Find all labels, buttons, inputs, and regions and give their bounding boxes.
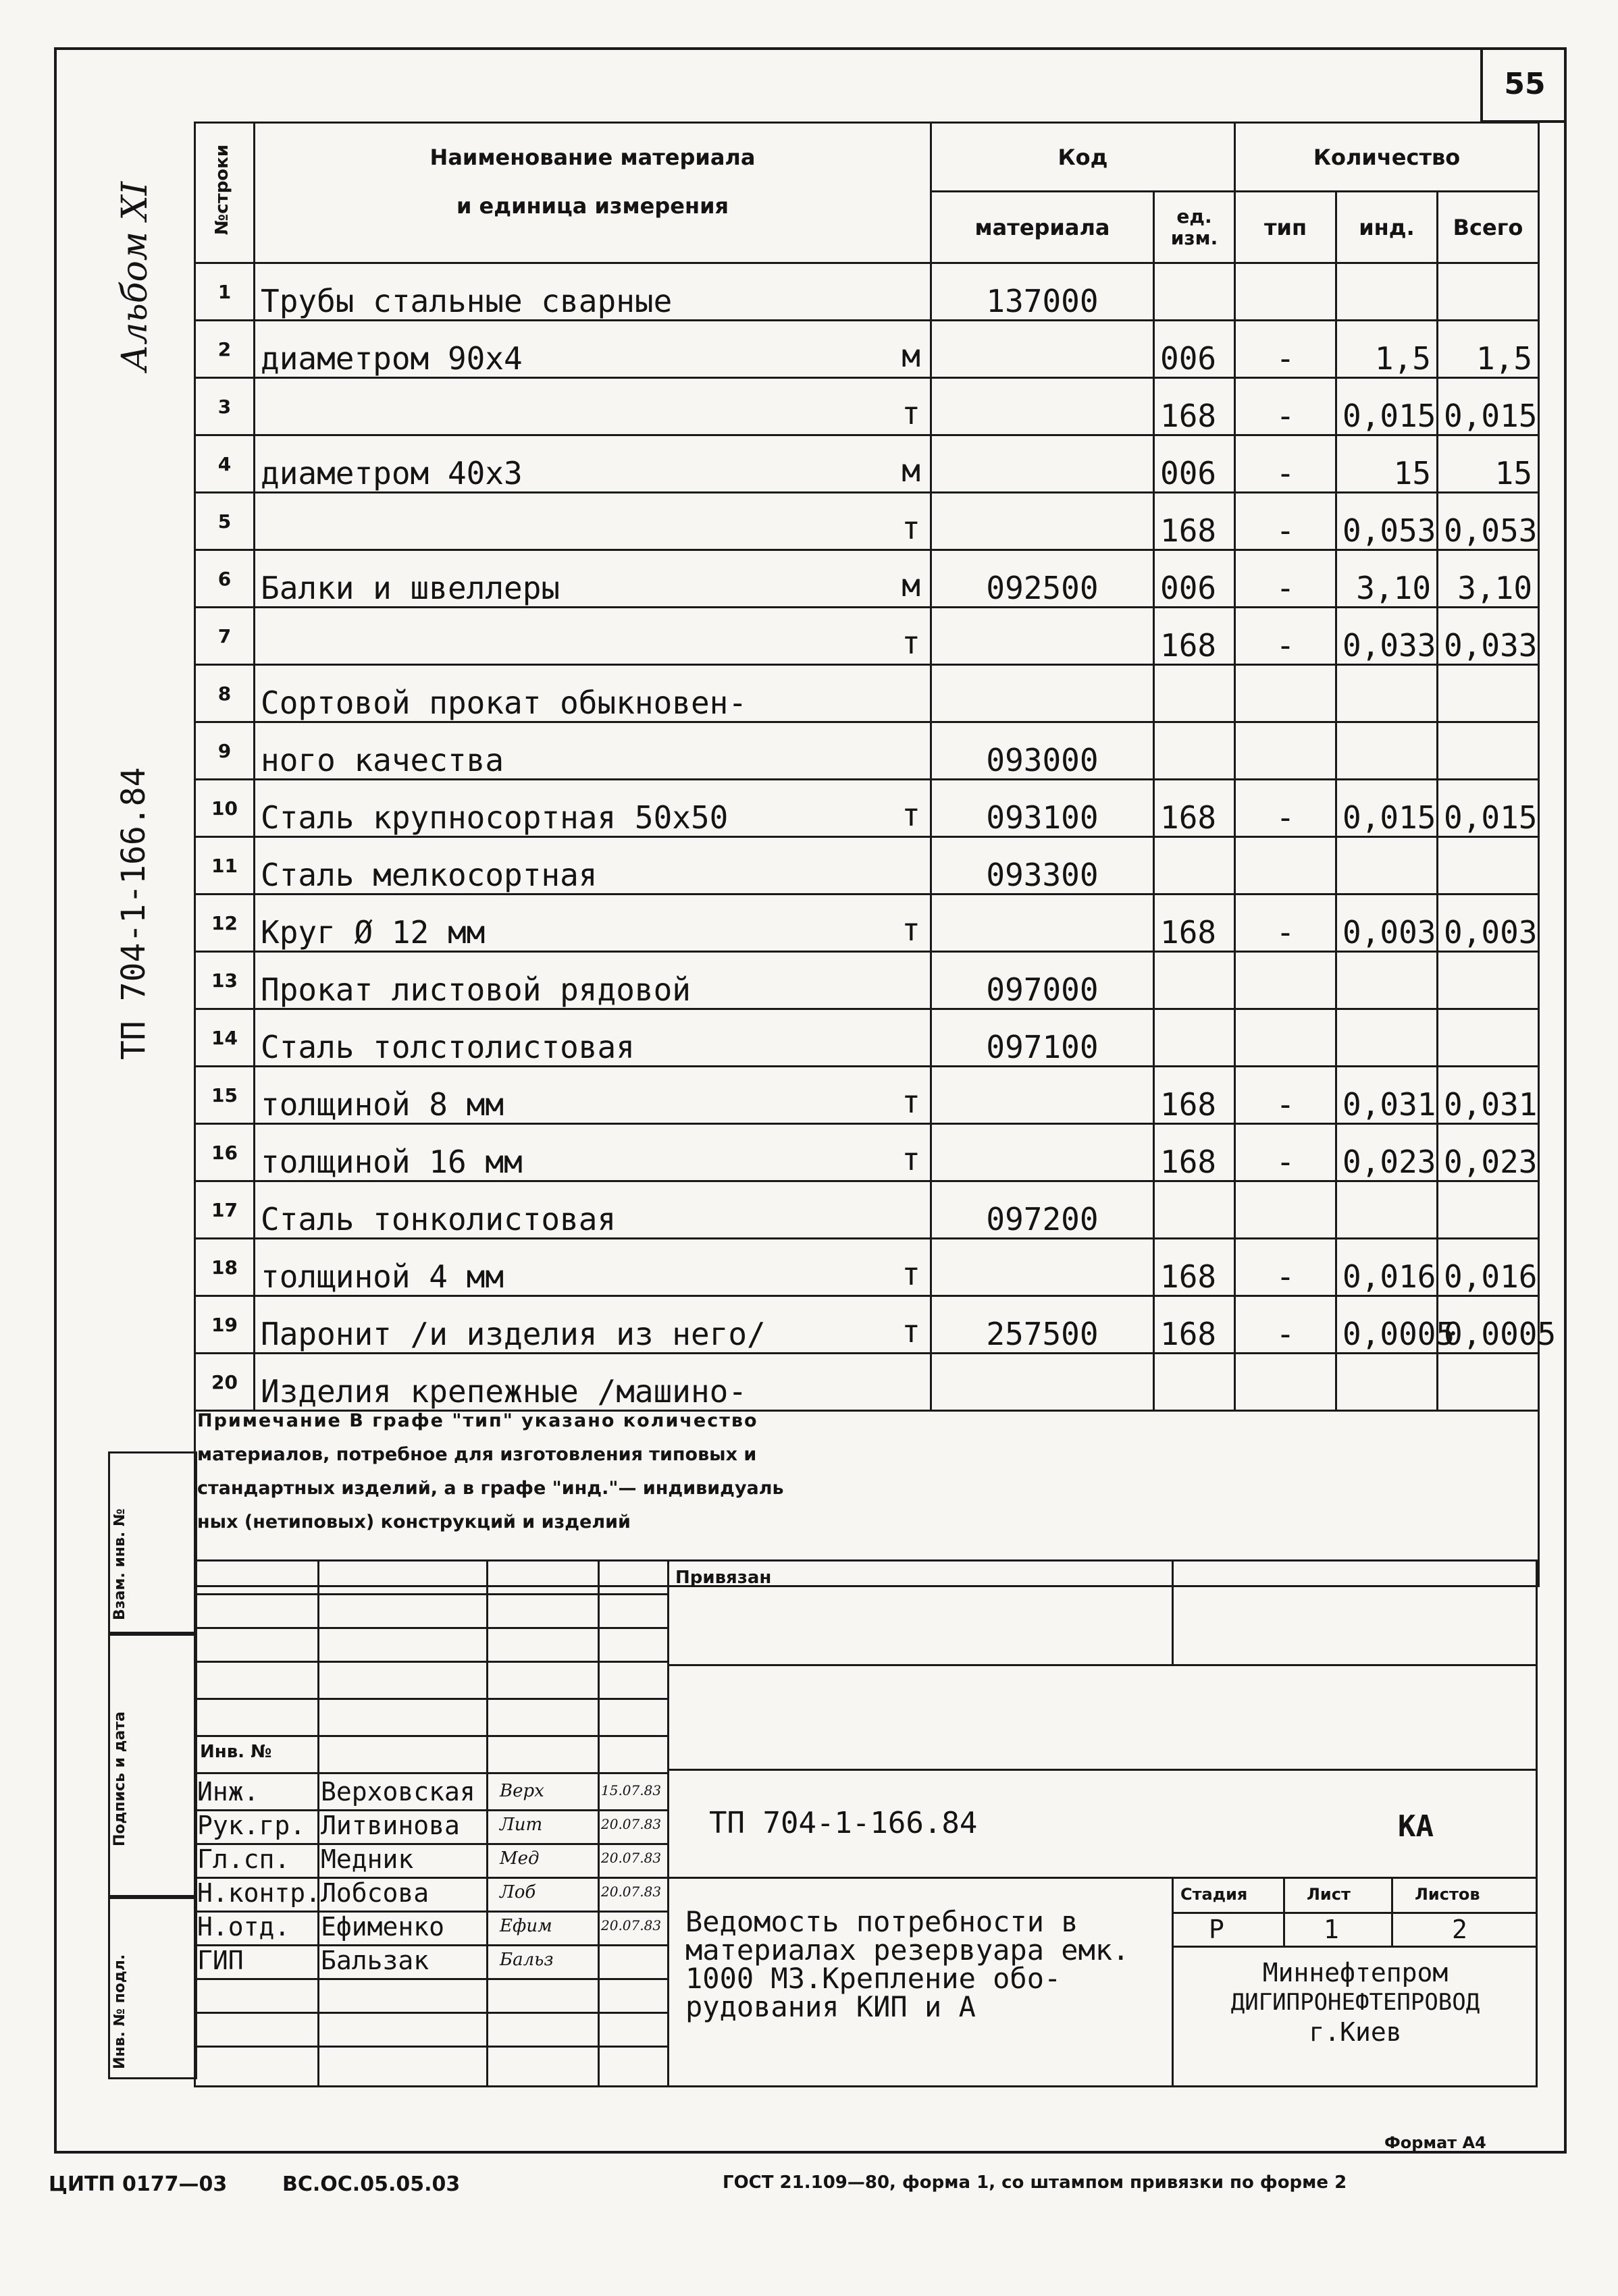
qty-type bbox=[1235, 1354, 1336, 1411]
row-number: 15 bbox=[195, 1067, 255, 1124]
footer-right: ГОСТ 21.109—80, форма 1, со штампом привязки по форме 2 bbox=[723, 2172, 1347, 2193]
unit-code: 168 bbox=[1154, 895, 1235, 952]
qty-ind bbox=[1336, 1354, 1438, 1411]
row-number: 10 bbox=[195, 780, 255, 837]
table-row bbox=[195, 493, 1539, 550]
row-number: 17 bbox=[195, 1181, 255, 1239]
unit: т bbox=[902, 1256, 920, 1292]
qty-type: - bbox=[1235, 608, 1336, 665]
signature: Верх bbox=[500, 1781, 544, 1801]
material-code bbox=[931, 493, 1154, 550]
qty-ind bbox=[1336, 722, 1438, 780]
qty-type: - bbox=[1235, 780, 1336, 837]
side-label-orig: Инв. № подл. bbox=[111, 1954, 128, 2069]
row-number: 12 bbox=[195, 895, 255, 952]
note-line: стандартных изделий, а в графе "инд."— индивидуаль bbox=[197, 1478, 784, 1499]
qty-total: 0,023 bbox=[1438, 1124, 1539, 1181]
qty-ind: 1,5 bbox=[1336, 321, 1438, 378]
table-row bbox=[195, 321, 1539, 378]
qty-ind bbox=[1336, 1009, 1438, 1067]
mark: КА bbox=[1398, 1809, 1434, 1844]
qty-ind: 0,0005 bbox=[1336, 1296, 1438, 1354]
material-name: диаметром 90х4 м bbox=[255, 321, 931, 378]
signer-name: Литвинова bbox=[321, 1811, 460, 1840]
materials-table bbox=[194, 122, 1557, 1587]
name-header: Наименование материала и единица измерения bbox=[255, 123, 931, 263]
unit: т bbox=[902, 510, 920, 546]
qty-type bbox=[1235, 1009, 1336, 1067]
sheet-label: Лист bbox=[1307, 1885, 1351, 1904]
qty-total bbox=[1438, 722, 1539, 780]
signer-name: Ефименко bbox=[321, 1912, 445, 1942]
qty-ind: 0,053 bbox=[1336, 493, 1438, 550]
organization bbox=[1175, 1958, 1536, 2047]
album-label: Альбом XI bbox=[115, 181, 155, 371]
table-row bbox=[195, 1354, 1539, 1411]
material-name: толщиной 8 мм т bbox=[255, 1067, 931, 1124]
signer-role: Инж. bbox=[197, 1777, 259, 1807]
material-name: Сталь крупносортная 50х50 т bbox=[255, 780, 931, 837]
qty-ind bbox=[1336, 665, 1438, 722]
unit-code bbox=[1154, 722, 1235, 780]
material-name: толщиной 16 мм т bbox=[255, 1124, 931, 1181]
signer-name: Верховская bbox=[321, 1777, 475, 1807]
code-material-header: материала bbox=[931, 192, 1154, 263]
qty-total bbox=[1438, 952, 1539, 1009]
table-row bbox=[195, 780, 1539, 837]
signer-date: 20.07.83 bbox=[601, 1884, 662, 1900]
row-number: 4 bbox=[195, 435, 255, 493]
unit-code: 168 bbox=[1154, 1296, 1235, 1354]
row-number: 9 bbox=[195, 722, 255, 780]
unit-code bbox=[1154, 1354, 1235, 1411]
stage-label: Стадия bbox=[1180, 1885, 1248, 1904]
material-name: Изделия крепежные /машино- bbox=[255, 1354, 931, 1411]
table-row bbox=[195, 895, 1539, 952]
unit-code: 168 bbox=[1154, 1124, 1235, 1181]
signer-role: Гл.сп. bbox=[197, 1844, 290, 1874]
code-unit-header: ед. изм. bbox=[1154, 192, 1235, 263]
footer-mid: ВС.ОС.05.05.03 bbox=[282, 2172, 461, 2196]
signer-date: 20.07.83 bbox=[601, 1816, 662, 1832]
signer-date: 15.07.83 bbox=[601, 1782, 662, 1798]
signer-date: 20.07.83 bbox=[601, 1850, 662, 1866]
qty-ind: 0,015 bbox=[1336, 780, 1438, 837]
qty-ind: 0,015 bbox=[1336, 378, 1438, 435]
side-label-sign: Подпись и дата bbox=[111, 1711, 128, 1846]
unit-code: 006 bbox=[1154, 435, 1235, 493]
row-number: 20 bbox=[195, 1354, 255, 1411]
table-row bbox=[195, 435, 1539, 493]
qty-type: - bbox=[1235, 550, 1336, 608]
row-number: 14 bbox=[195, 1009, 255, 1067]
signer-name: Лобсова bbox=[321, 1878, 429, 1908]
unit: т bbox=[902, 797, 920, 833]
qty-total: 1,5 bbox=[1438, 321, 1539, 378]
qty-type: - bbox=[1235, 378, 1336, 435]
table-row bbox=[195, 722, 1539, 780]
qty-total bbox=[1438, 1181, 1539, 1239]
row-number: 8 bbox=[195, 665, 255, 722]
material-code bbox=[931, 895, 1154, 952]
code-header: Код bbox=[931, 123, 1235, 192]
attached-label: Привязан bbox=[675, 1568, 772, 1588]
material-name: толщиной 4 мм т bbox=[255, 1239, 931, 1296]
signature: Лит bbox=[500, 1815, 543, 1835]
unit-code: 006 bbox=[1154, 550, 1235, 608]
row-number: 16 bbox=[195, 1124, 255, 1181]
material-code bbox=[931, 608, 1154, 665]
qty-total: 0,015 bbox=[1438, 780, 1539, 837]
unit-code: 006 bbox=[1154, 321, 1235, 378]
signer-role: ГИП bbox=[197, 1946, 244, 1975]
material-name: Паронит /и изделия из него/ т bbox=[255, 1296, 931, 1354]
signer-role: Н.отд. bbox=[197, 1912, 290, 1942]
signature: Бальз bbox=[500, 1950, 554, 1970]
org-line: Миннефтепром bbox=[1262, 1958, 1449, 1987]
row-number: 13 bbox=[195, 952, 255, 1009]
sheets-label: Листов bbox=[1415, 1885, 1480, 1904]
qty-type bbox=[1235, 665, 1336, 722]
qty-total: 3,10 bbox=[1438, 550, 1539, 608]
sheets-value: 2 bbox=[1452, 1915, 1467, 1944]
signer-name: Медник bbox=[321, 1844, 414, 1874]
unit: т bbox=[902, 624, 920, 661]
qty-total: 0,053 bbox=[1438, 493, 1539, 550]
qty-type bbox=[1235, 722, 1336, 780]
row-no-header: №строки bbox=[195, 123, 255, 263]
title-line: Ведомость потребности в bbox=[685, 1905, 1078, 1938]
material-code: 093100 bbox=[931, 780, 1154, 837]
material-name: ного качества bbox=[255, 722, 931, 780]
table-row bbox=[195, 837, 1539, 895]
unit-code: 168 bbox=[1154, 608, 1235, 665]
qty-type-header: тип bbox=[1235, 192, 1336, 263]
signature: Ефим bbox=[500, 1916, 552, 1936]
material-code: 137000 bbox=[931, 263, 1154, 321]
qty-type: - bbox=[1235, 895, 1336, 952]
qty-total bbox=[1438, 263, 1539, 321]
qty-type: - bbox=[1235, 435, 1336, 493]
stage-value: Р bbox=[1209, 1915, 1224, 1944]
material-code: 097100 bbox=[931, 1009, 1154, 1067]
title-line: материалах резервуара емк. bbox=[685, 1933, 1130, 1967]
material-code: 092500 bbox=[931, 550, 1154, 608]
table-row bbox=[195, 1181, 1539, 1239]
material-code bbox=[931, 321, 1154, 378]
unit-code bbox=[1154, 837, 1235, 895]
unit-code bbox=[1154, 1181, 1235, 1239]
format-label: Формат А4 bbox=[1384, 2133, 1486, 2152]
qty-type bbox=[1235, 837, 1336, 895]
qty-header: Количество bbox=[1235, 123, 1539, 192]
doc-code: ТП 704-1-166.84 bbox=[709, 1806, 978, 1840]
unit-code: 168 bbox=[1154, 378, 1235, 435]
qty-ind: 0,033 bbox=[1336, 608, 1438, 665]
table-row bbox=[195, 665, 1539, 722]
note bbox=[197, 1404, 1075, 1539]
material-code bbox=[931, 1354, 1154, 1411]
qty-ind: 0,016 bbox=[1336, 1239, 1438, 1296]
unit-code bbox=[1154, 665, 1235, 722]
material-code bbox=[931, 665, 1154, 722]
note-line: ных (нетиповых) конструкций и изделий bbox=[197, 1512, 631, 1532]
unit: т bbox=[902, 1141, 920, 1177]
row-number: 6 bbox=[195, 550, 255, 608]
table-row bbox=[195, 608, 1539, 665]
row-number: 5 bbox=[195, 493, 255, 550]
note-line: материалов, потребное для изготовления типовых и bbox=[197, 1444, 757, 1465]
row-number: 2 bbox=[195, 321, 255, 378]
material-code bbox=[931, 1124, 1154, 1181]
unit-code: 168 bbox=[1154, 1067, 1235, 1124]
sheet-value: 1 bbox=[1324, 1915, 1339, 1944]
side-label-replace: Взам. инв. № bbox=[111, 1508, 128, 1620]
signer-name: Бальзак bbox=[321, 1946, 429, 1975]
qty-total bbox=[1438, 1009, 1539, 1067]
material-code bbox=[931, 378, 1154, 435]
qty-ind: 15 bbox=[1336, 435, 1438, 493]
qty-ind bbox=[1336, 263, 1438, 321]
inv-no-label: Инв. № bbox=[200, 1742, 272, 1762]
table-row bbox=[195, 952, 1539, 1009]
material-name bbox=[255, 608, 931, 665]
qty-total-header: Всего bbox=[1438, 192, 1539, 263]
qty-ind bbox=[1336, 952, 1438, 1009]
material-code: 093000 bbox=[931, 722, 1154, 780]
table-row bbox=[195, 1296, 1539, 1354]
unit-code: 168 bbox=[1154, 493, 1235, 550]
material-name: Трубы стальные сварные bbox=[255, 263, 931, 321]
org-line: ДИГИПРОНЕФТЕПРОВОД bbox=[1230, 1989, 1480, 2016]
material-name: Сортовой прокат обыкновен- bbox=[255, 665, 931, 722]
unit: т bbox=[902, 1084, 920, 1120]
qty-total: 0,033 bbox=[1438, 608, 1539, 665]
unit: т bbox=[902, 911, 920, 948]
qty-total: 0,003 bbox=[1438, 895, 1539, 952]
title-line: 1000 М3.Крепление обо- bbox=[685, 1962, 1062, 1995]
row-number: 7 bbox=[195, 608, 255, 665]
table-row bbox=[195, 263, 1539, 321]
qty-type: - bbox=[1235, 321, 1336, 378]
material-code: 093300 bbox=[931, 837, 1154, 895]
table-row bbox=[195, 550, 1539, 608]
material-code bbox=[931, 1239, 1154, 1296]
material-code: 097000 bbox=[931, 952, 1154, 1009]
qty-total bbox=[1438, 837, 1539, 895]
qty-total: 0,016 bbox=[1438, 1239, 1539, 1296]
qty-type: - bbox=[1235, 1124, 1336, 1181]
qty-type: - bbox=[1235, 1067, 1336, 1124]
table-row bbox=[195, 378, 1539, 435]
qty-type: - bbox=[1235, 493, 1336, 550]
unit: т bbox=[902, 395, 920, 431]
qty-total bbox=[1438, 1354, 1539, 1411]
material-code bbox=[931, 435, 1154, 493]
material-name: Круг Ø 12 мм т bbox=[255, 895, 931, 952]
signature: Мед bbox=[500, 1848, 540, 1869]
project-code-vertical: ТП 704-1-166.84 bbox=[115, 767, 153, 1060]
material-name: Сталь толстолистовая bbox=[255, 1009, 931, 1067]
material-code: 257500 bbox=[931, 1296, 1154, 1354]
signer-date: 20.07.83 bbox=[601, 1917, 662, 1933]
qty-total: 0,015 bbox=[1438, 378, 1539, 435]
qty-type bbox=[1235, 263, 1336, 321]
material-name: Балки и швеллеры м bbox=[255, 550, 931, 608]
table-row bbox=[195, 1067, 1539, 1124]
unit: м bbox=[902, 452, 920, 489]
qty-type: - bbox=[1235, 1296, 1336, 1354]
material-name bbox=[255, 378, 931, 435]
unit-code bbox=[1154, 952, 1235, 1009]
signature: Лоб bbox=[500, 1882, 536, 1902]
unit-code bbox=[1154, 1009, 1235, 1067]
page-number: 55 bbox=[1480, 47, 1567, 123]
material-code: 097200 bbox=[931, 1181, 1154, 1239]
unit-code bbox=[1154, 263, 1235, 321]
org-line: г.Киев bbox=[1309, 2017, 1402, 2047]
row-number: 1 bbox=[195, 263, 255, 321]
qty-type: - bbox=[1235, 1239, 1336, 1296]
unit-code: 168 bbox=[1154, 1239, 1235, 1296]
table-row bbox=[195, 1124, 1539, 1181]
title-line: рудования КИП и А bbox=[685, 1990, 976, 2023]
material-name: Прокат листовой рядовой bbox=[255, 952, 931, 1009]
material-name bbox=[255, 493, 931, 550]
qty-ind bbox=[1336, 837, 1438, 895]
qty-ind: 3,10 bbox=[1336, 550, 1438, 608]
qty-total: 0,031 bbox=[1438, 1067, 1539, 1124]
document-title bbox=[685, 1905, 1130, 2023]
material-name: Сталь мелкосортная bbox=[255, 837, 931, 895]
table-row bbox=[195, 1239, 1539, 1296]
row-number: 3 bbox=[195, 378, 255, 435]
material-name: диаметром 40х3 м bbox=[255, 435, 931, 493]
qty-type bbox=[1235, 952, 1336, 1009]
qty-ind bbox=[1336, 1181, 1438, 1239]
qty-total bbox=[1438, 665, 1539, 722]
footer-left: ЦИТП 0177—03 bbox=[49, 2172, 228, 2196]
unit: т bbox=[902, 1313, 920, 1350]
unit: м bbox=[902, 338, 920, 374]
qty-type bbox=[1235, 1181, 1336, 1239]
qty-ind-header: инд. bbox=[1336, 192, 1438, 263]
qty-total: 15 bbox=[1438, 435, 1539, 493]
qty-ind: 0,031 bbox=[1336, 1067, 1438, 1124]
material-code bbox=[931, 1067, 1154, 1124]
material-name: Сталь тонколистовая bbox=[255, 1181, 931, 1239]
note-line: Примечание В графе "тип" указано количество bbox=[197, 1410, 758, 1431]
qty-ind: 0,023 bbox=[1336, 1124, 1438, 1181]
unit: м bbox=[902, 567, 920, 604]
row-number: 19 bbox=[195, 1296, 255, 1354]
row-number: 18 bbox=[195, 1239, 255, 1296]
signer-role: Н.контр. bbox=[197, 1878, 321, 1908]
row-number: 11 bbox=[195, 837, 255, 895]
unit-code: 168 bbox=[1154, 780, 1235, 837]
qty-ind: 0,003 bbox=[1336, 895, 1438, 952]
signer-role: Рук.гр. bbox=[197, 1811, 306, 1840]
table-row bbox=[195, 1009, 1539, 1067]
qty-total: 0,0005 bbox=[1438, 1296, 1539, 1354]
